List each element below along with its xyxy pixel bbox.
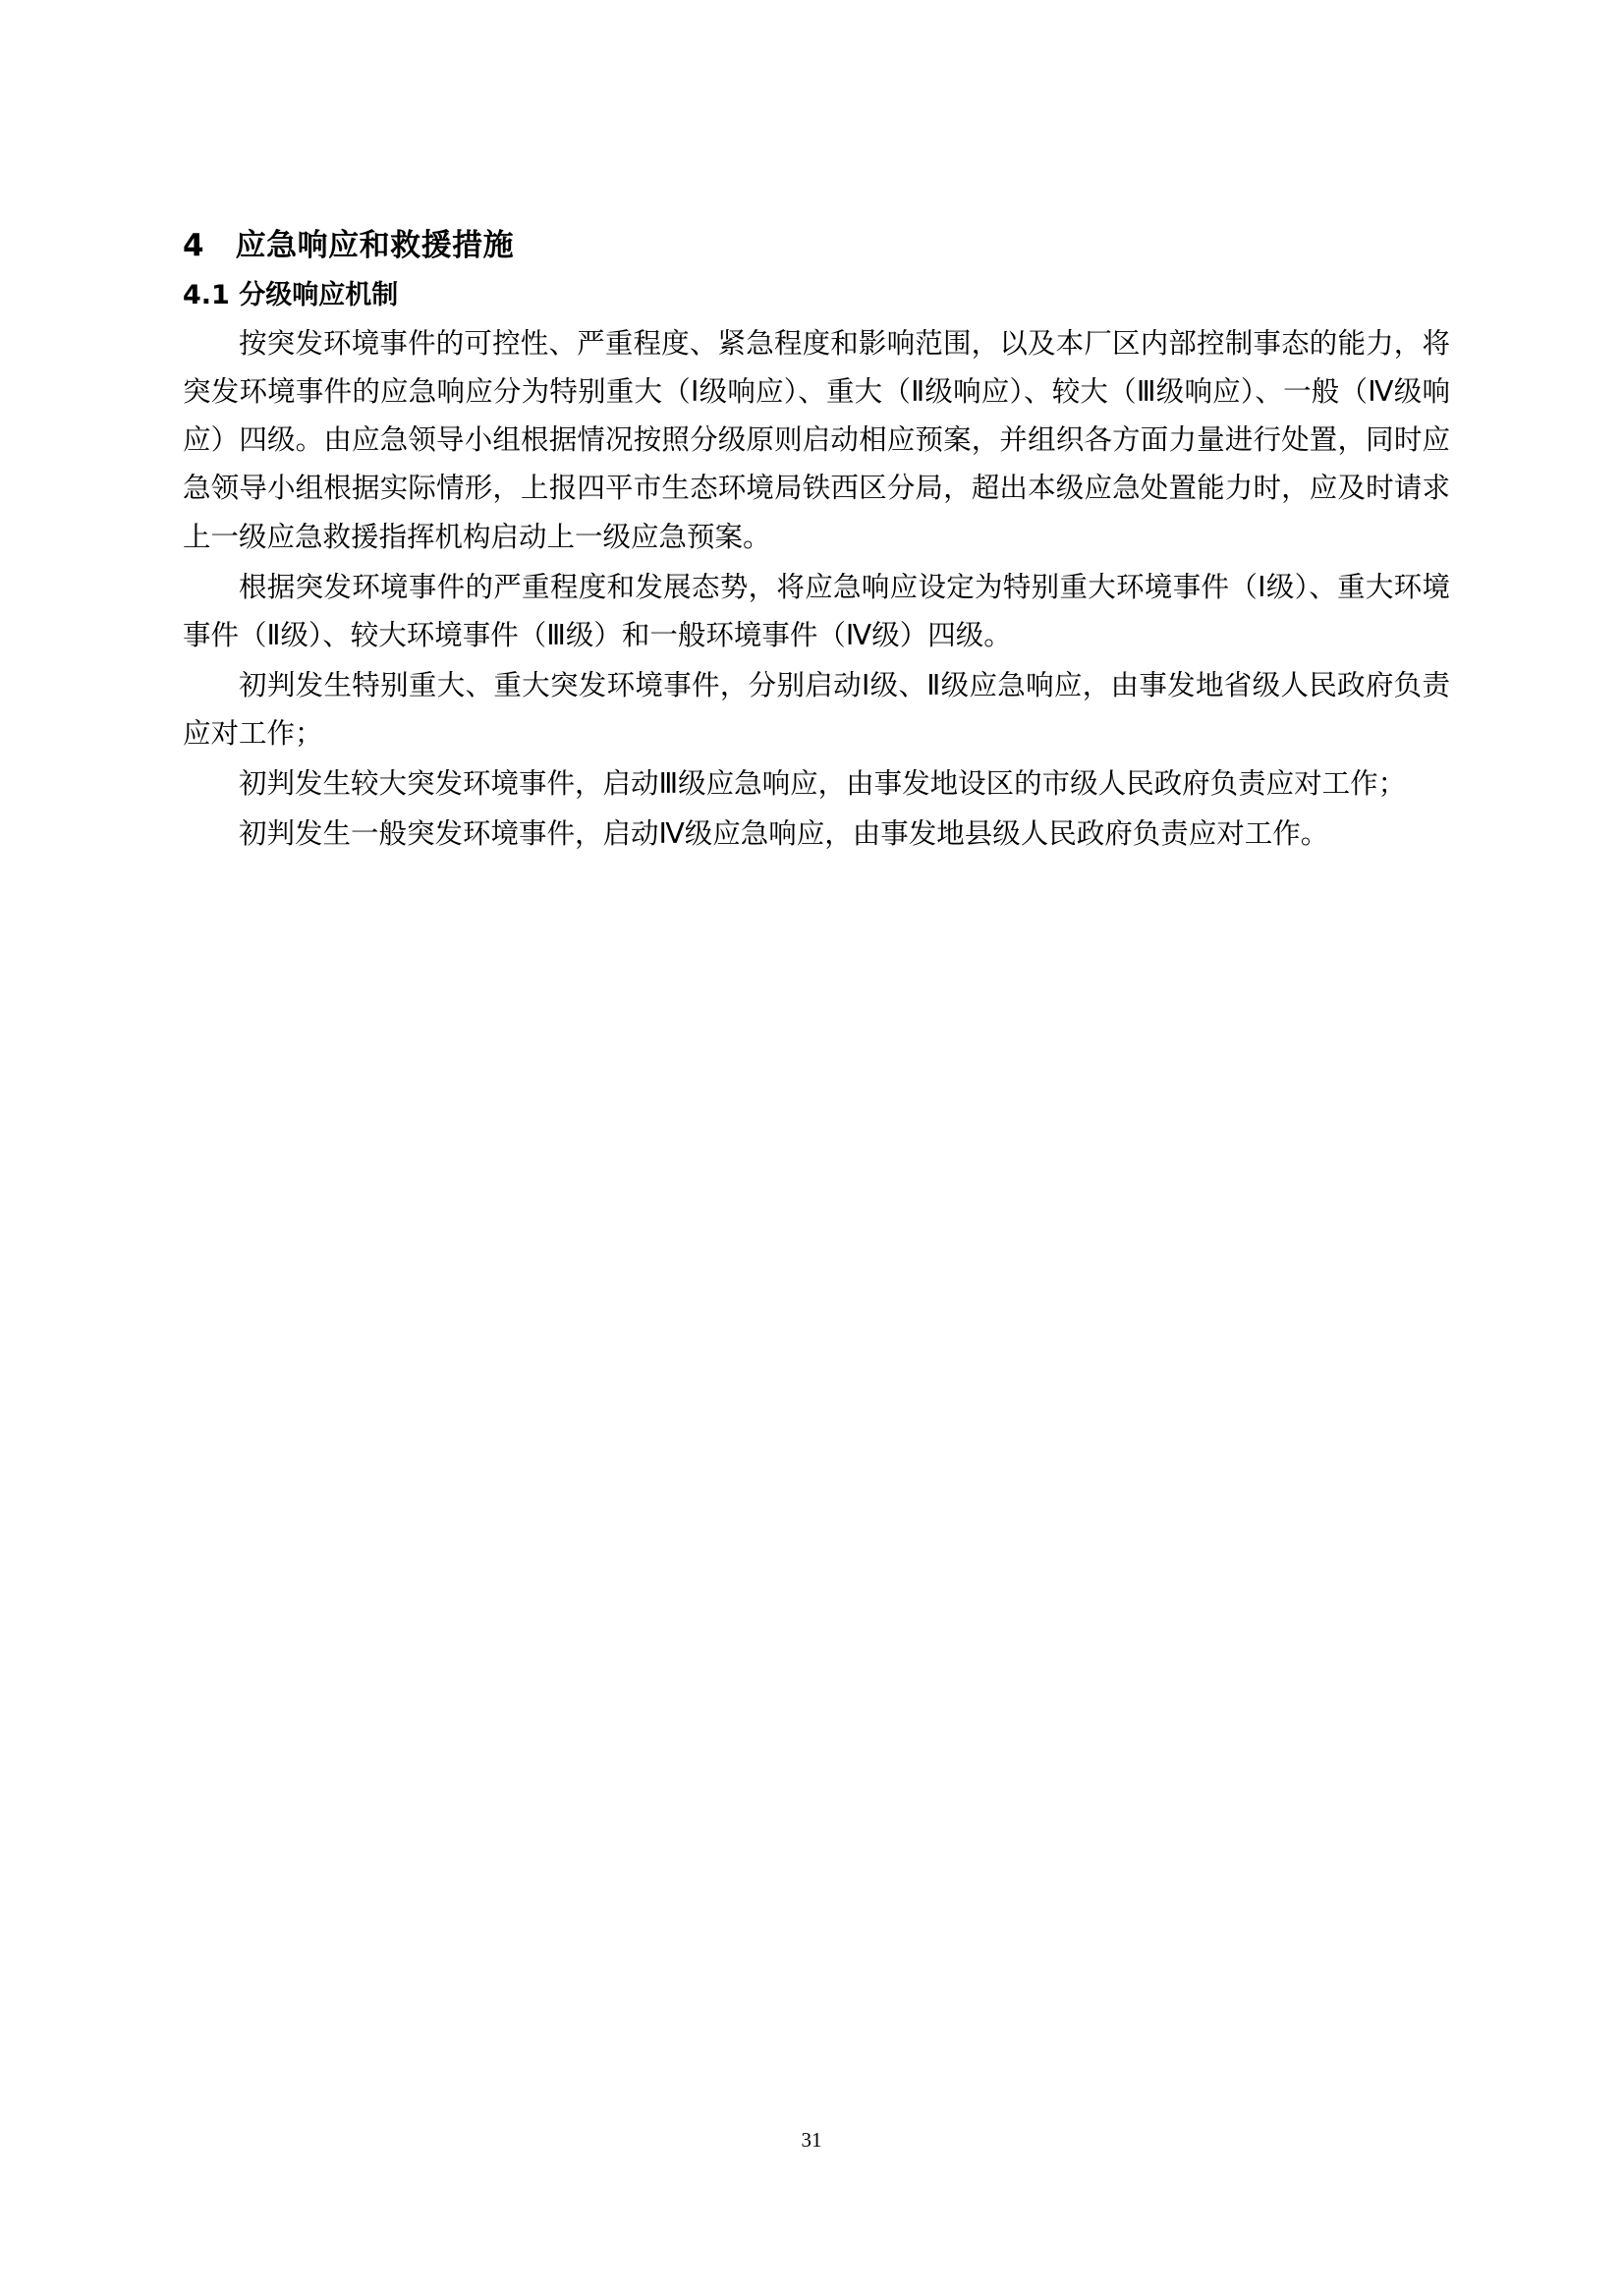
section-heading-4: 4 应急响应和救援措施 (183, 228, 515, 263)
subsection-heading-4-1: 4.1 分级响应机制 (183, 279, 399, 310)
page-number: 31 (801, 2128, 822, 2152)
page-content (183, 224, 1450, 860)
paragraph-2: 根据突发环境事件的严重程度和发展态势，将应急响应设定为特别重大环境事件（Ⅰ级）、重大环境事件（Ⅱ级）、较大环境事件（Ⅲ级）和一般环境事件（Ⅳ级）四级。 (183, 570, 1450, 651)
paragraph-4: 初判发生较大突发环境事件，启动Ⅲ级应急响应，由事发地设区的市级人民政府负责应对工作； (239, 766, 1407, 800)
paragraph-5: 初判发生一般突发环境事件，启动Ⅳ级应急响应，由事发地县级人民政府负责应对工作。 (239, 816, 1329, 850)
paragraph-3: 初判发生特别重大、重大突发环境事件，分别启动Ⅰ级、Ⅱ级应急响应，由事发地省级人民政府负责应对工作； (183, 668, 1450, 750)
paragraph-1: 按突发环境事件的可控性、严重程度、紧急程度和影响范围，以及本厂区内部控制事态的能力，将突发环境事件的应急响应分为特别重大（Ⅰ级响应）、重大（Ⅱ级响应）、较大（Ⅲ级响应）、一般（Ⅳ级响应）四级。由应急领导小组根据情况按照分级原则启动相应预案，并组织各方面力量进行处置，同时应急领导小组根据实际情形，上报四平市生态环境局铁西区分局，超出本级应急处置能力时，应及时请求上一级应急救援指挥机构启动上一级应急预案。 (183, 327, 1450, 553)
